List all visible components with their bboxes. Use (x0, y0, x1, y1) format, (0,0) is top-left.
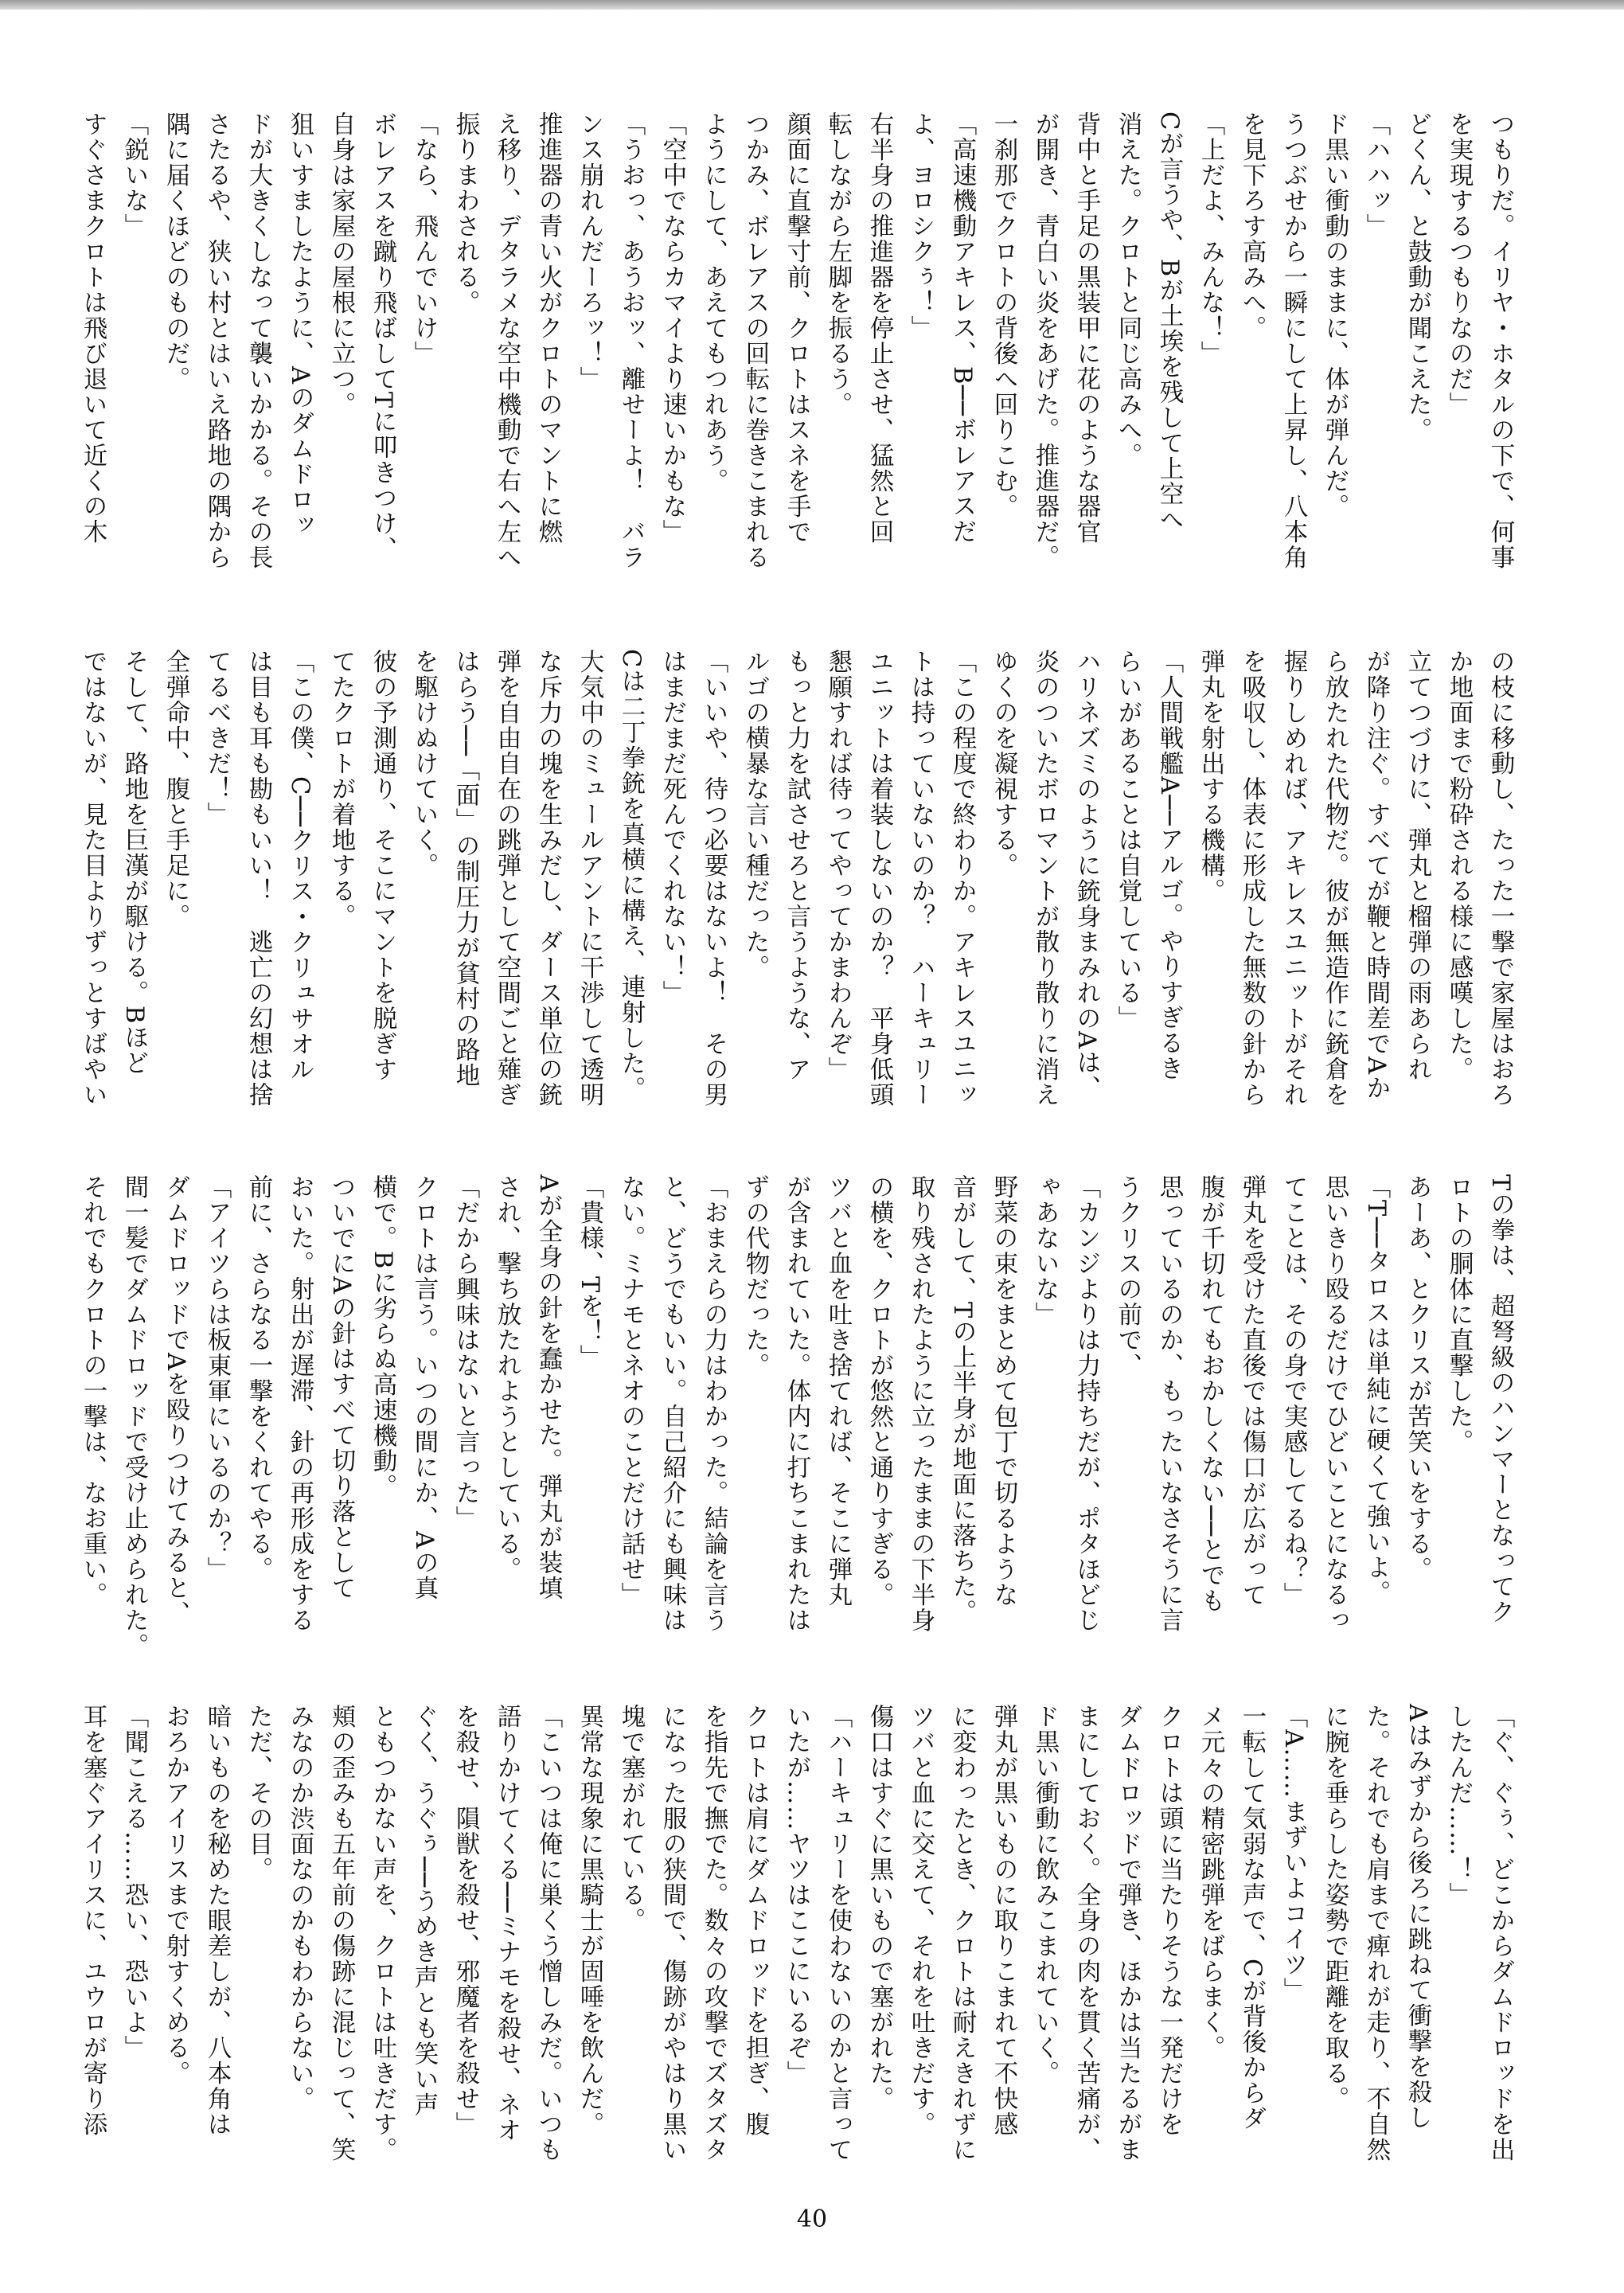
text-line: ルゴの横暴な言い種だった。 (741, 649, 769, 980)
text-line: 背中と手足の黒装甲に花のような器官 (1072, 111, 1100, 545)
text-line: 間一髪でダムドロッドで受け止められた。 (120, 1174, 148, 1658)
text-line: ツバと血に交えて、それを吐きだす。 (907, 1704, 935, 2137)
text-line: 「おまえらの力はわかった。結論を言う (700, 1174, 728, 1633)
text-line: 「だから興味はないと言った」 (451, 1174, 479, 1531)
text-line: ンス崩れんだーろッ！」 (576, 111, 603, 392)
text-line: ドが大きくしなって襲いかかる。その長 (244, 111, 272, 570)
text-line: 弾丸を射出する機構。 (1197, 649, 1224, 904)
text-line: か地面まで粉砕される様に感嘆した。 (1445, 649, 1473, 1082)
text-line: 弾丸が黒いものに取りこまれて不快感 (990, 1704, 1017, 2137)
text-line: 傷口はすぐに黒いもので塞がれた。 (865, 1704, 893, 2111)
text-line: ハリネズミのように銃身まみれのAは、 (1072, 649, 1100, 1101)
text-line: Aはみずから後ろに跳ねて衝撃を殺し (1403, 1704, 1431, 2131)
text-line: 弾丸を受けた直後では傷口が広がって (1238, 1174, 1266, 1607)
text-line: 「上だよ、みんな！」 (1197, 111, 1224, 366)
text-line: Tの拳は、超弩級のハンマーとなってク (1486, 1174, 1514, 1625)
text-line: うクリスの前で、 (1114, 1174, 1142, 1378)
text-line: 前に、さらなる一撃をくれてやる。 (244, 1174, 272, 1582)
text-line: され、撃ち放たれようとしている。 (493, 1174, 521, 1582)
text-line: 「A……まずいよコイツ」 (1279, 1704, 1307, 2003)
text-line: の枝に移動し、たった一撃で家屋はおろ (1486, 649, 1514, 1107)
text-line: 推進器の青い火がクロトのマントに燃 (534, 111, 562, 545)
text-line: ユニットは着装しないのか？ 平身低頭 (865, 649, 893, 1107)
text-line: はまだまだ死んでくれない！」 (658, 649, 686, 1006)
text-line: 「ハハッ」 (1362, 111, 1390, 239)
text-line: 「アイツらは板東軍にいるのか？」 (203, 1174, 231, 1582)
text-line: ド黒い衝動に飲みこまれていく。 (1031, 1704, 1059, 2086)
text-line: 狙いすましたように、Aのダムドロッ (286, 111, 314, 538)
text-line: 握りしめれば、アキレスユニットがそれ (1279, 649, 1307, 1107)
page-number: 40 (796, 2205, 828, 2233)
text-line: 「人間戦艦A──アルゴ。やりすぎるき (1155, 649, 1183, 1082)
text-line: 「この僕、C──クリス・クリュサオル (286, 649, 314, 1083)
text-line: 取り残されたように立ったままの下半身 (907, 1174, 935, 1633)
text-line: クロトは肩にダムドロッドを担ぎ、腹 (741, 1704, 769, 2137)
text-line: Aが全身の針を蠢かせた。弾丸が装填 (534, 1174, 562, 1601)
text-line: ゆくのを凝視する。 (990, 649, 1017, 878)
text-line: 一転して気弱な声で、Cが背後からダ (1238, 1704, 1266, 2131)
text-line: 「ハーキュリーを使わないのかと言って (824, 1704, 852, 2162)
text-line: 「この程度で終わりか。アキレスユニッ (948, 649, 976, 1107)
text-line: したんだ……！」 (1445, 1704, 1473, 1908)
text-line: みなのか渋面なのかもわからない。 (286, 1704, 314, 2111)
text-column-3 (79, 1174, 1521, 1676)
text-line: 「聞こえる……恐い、恐いよ」 (120, 1704, 148, 2061)
text-column-2 (79, 649, 1521, 1150)
text-line: 「うおっ、あうおッ、離せーよ！ バラ (617, 111, 645, 570)
text-line: てことは、その身で実感してるね？」 (1279, 1174, 1307, 1607)
text-line: 大気中のミュールアントに干渉して透明 (576, 649, 603, 1107)
text-line: の横を、クロトが悠然と通りすぎる。 (865, 1174, 893, 1607)
text-line: 「空中でならカマイより速いかもな」 (658, 111, 686, 545)
text-line: 「T──タロスは単純に硬くて強いよ。 (1362, 1174, 1390, 1606)
text-line: 立てつづけに、弾丸と榴弾の雨あられ (1403, 649, 1431, 1082)
text-line: 塊で塞がれている。 (617, 1704, 645, 1933)
text-column-1 (79, 111, 1521, 613)
text-line: Cは二丁拳銃を真横に構え、連射した。 (617, 649, 645, 1102)
text-line: 語りかけてくる──ミナモを殺せ、ネオ (493, 1704, 521, 2143)
text-line: な斥力の塊を生みだし、ダース単位の銃 (534, 649, 562, 1107)
text-line: クロトは言う。いつの間にか、Aの真 (410, 1174, 438, 1601)
text-line: メ元々の精密跳弾をばらまく。 (1197, 1704, 1224, 2061)
text-line: 横で。Bに劣らぬ高速機動。 (369, 1174, 396, 1499)
text-line: 顔面に直撃寸前、クロトはスネを手で (783, 111, 810, 545)
text-line: 腹が千切れてもおかしくない──とでも (1197, 1174, 1224, 1614)
text-line: 「カンジよりは力持ちだが、ポタほどじ (1072, 1174, 1100, 1633)
text-line: 全弾命中、腹と手足に。 (162, 649, 189, 929)
text-line: ただ、その目。 (244, 1704, 272, 1882)
text-line: ロトの胴体に直撃した。 (1445, 1174, 1473, 1455)
text-line: を指先で撫でた。数々の攻撃でズタズタ (700, 1704, 728, 2162)
text-line: ともつかない声を、クロトは吐きだす。 (369, 1704, 396, 2162)
text-line: ら放たれた代物だ。彼が無造作に銃倉を (1321, 649, 1349, 1107)
text-line: と、どうでもいい。自己紹介にも興味は (658, 1174, 686, 1633)
text-line: 「高速機動アキレス、B──ボレアスだ (948, 111, 976, 545)
text-line: ついでにAの針はすべて切り落として (327, 1174, 355, 1601)
text-line: 自身は家屋の屋根に立つ。 (327, 111, 355, 417)
text-line: よ、ヨロシクぅ！」 (907, 111, 935, 341)
text-line: 音がして、Tの上半身が地面に落ちた。 (948, 1174, 976, 1625)
text-line: さたるや、狭い村とはいえ路地の隅から (203, 111, 231, 570)
text-line: ではないが、見た目よりずっとすばやい (79, 649, 107, 1107)
text-line: を駆けぬけていく。 (410, 649, 438, 878)
text-line: を吸収し、体表に形成した無数の針から (1238, 649, 1266, 1107)
text-line: おいた。射出が遅滞、針の再形成をする (286, 1174, 314, 1633)
text-line: 「なら、飛んでいけ」 (410, 111, 438, 366)
text-line: ボレアスを蹴り飛ばしてTに叩きつけ、 (369, 111, 396, 562)
text-line: 振りまわされる。 (451, 111, 479, 315)
text-line: 隅に届くほどのものだ。 (162, 111, 189, 392)
text-line: に変わったとき、クロトは耐えきれずに (948, 1704, 976, 2162)
text-line: ツバと血を吐き捨てれば、そこに弾丸 (824, 1174, 852, 1607)
text-line: に腕を垂らした姿勢で距離を取る。 (1321, 1704, 1349, 2111)
text-line: 懇願すれば待ってやってかまわんぞ」 (824, 649, 852, 1082)
text-line: になった服の狭間で、傷跡がやはり黒い (658, 1704, 686, 2162)
text-line: 転しながら左脚を振るう。 (824, 111, 852, 417)
text-line: つもりだ。イリヤ・ホタルの下で、何事 (1486, 111, 1514, 570)
text-line: が開き、青白い炎をあげた。推進器だ。 (1031, 111, 1059, 570)
text-line: いたが……ヤツはここにいるぞ」 (783, 1704, 810, 2086)
text-line: おろかアイリスまで射すくめる。 (162, 1704, 189, 2086)
text-line: を殺せ、隕獣を殺せ、邪魔者を殺せ」 (451, 1704, 479, 2137)
text-line: ようにして、あえてもつれあう。 (700, 111, 728, 494)
text-line: ダムドロッドで弾き、ほかは当たるがま (1114, 1704, 1142, 2162)
text-line: が降り注ぐ。すべてが鞭と時間差でAか (1362, 649, 1390, 1101)
text-line: 一刹那でクロトの背後へ回りこむ。 (990, 111, 1017, 519)
text-line: トは持っていないのか？ ハーキュリー (907, 649, 935, 1107)
text-line: それでもクロトの一撃は、なお重い。 (79, 1174, 107, 1607)
text-line: 「ぐ、ぐぅ、どこからダムドロッドを出 (1486, 1704, 1514, 2162)
text-line: もっと力を試させろと言うような、ア (783, 649, 810, 1082)
text-column-4 (79, 1704, 1521, 2205)
text-line: 「いいや、待つ必要はないよ！ その男 (700, 649, 728, 1107)
text-line: が含まれていた。体内に打ちこまれたは (783, 1174, 810, 1633)
text-line: 消えた。クロトと同じ高みへ。 (1114, 111, 1142, 468)
text-line: はらう──「面」の制圧力が貧村の路地 (451, 649, 479, 1088)
text-line: クロトは頭に当たりそうな一発だけを (1155, 1704, 1183, 2137)
text-line: どくん、と鼓動が聞こえた。 (1403, 111, 1431, 443)
text-line: ド黒い衝動のままに、体が弾んだ。 (1321, 111, 1349, 519)
text-line: 炎のついたボロマントが散り散りに消え (1031, 649, 1059, 1107)
text-line: 彼の予測通り、そこにマントを脱ぎす (369, 649, 396, 1082)
text-line: え移り、デタラメな空中機動で右へ左へ (493, 111, 521, 570)
text-line: 「貴様、Tを！」 (576, 1174, 603, 1370)
text-line: は目も耳も勘もいい！ 逃亡の幻想は捨 (244, 649, 272, 1107)
text-line: 頬の歪みも五年前の傷跡に混じって、笑 (327, 1704, 355, 2162)
text-line: 暗いものを秘めた眼差しが、八本角は (203, 1704, 231, 2137)
text-line: まにしておく。全身の肉を貫く苦痛が、 (1072, 1704, 1100, 2162)
text-line: た。それでも肩まで痺れが走り、不自然 (1362, 1704, 1390, 2162)
text-line: そして、路地を巨漢が駆ける。Bほど (120, 649, 148, 1076)
text-line: てるべきだ！」 (203, 649, 231, 827)
text-line: 右半身の推進器を停止させ、猛然と回 (865, 111, 893, 545)
text-line: つかみ、ボレアスの回転に巻きこまれる (741, 111, 769, 570)
text-line: 「こいつは俺に巣くう憎しみだ。いつも (534, 1704, 562, 2162)
text-line: てたクロトが着地する。 (327, 649, 355, 929)
text-line: ダムドロッドでAを殴りつけてみると、 (162, 1174, 189, 1627)
text-line: あーあ、とクリスが苦笑いをする。 (1403, 1174, 1431, 1582)
text-line: ずの代物だった。 (741, 1174, 769, 1378)
text-line: Cが言うや、Bが土埃を残して上空へ (1155, 111, 1183, 533)
text-line: 耳を塞ぐアイリスに、ユウロが寄り添 (79, 1704, 107, 2137)
text-line: を見下ろす高みへ。 (1238, 111, 1266, 341)
text-line: ゃあないな」 (1031, 1174, 1059, 1327)
text-line: ない。ミナモとネオのことだけ話せ」 (617, 1174, 645, 1607)
text-line: 「鋭いな」 (120, 111, 148, 239)
text-line: 弾を自由自在の跳弾として空間ごと薙ぎ (493, 649, 521, 1107)
text-line: 野菜の束をまとめて包丁で切るような (990, 1174, 1017, 1607)
text-line: うつぶせから一瞬にして上昇し、八本角 (1279, 111, 1307, 570)
text-line: を実現するつもりなのだ」 (1445, 111, 1473, 417)
text-line: 異常な現象に黒騎士が固唾を飲んだ。 (576, 1704, 603, 2137)
text-line: 思っているのか、もったいなさそうに言 (1155, 1174, 1183, 1633)
text-line: ぐく、うぐぅ──うめき声とも笑い声 (410, 1704, 438, 2118)
text-line: らいがあることは自覚している」 (1114, 649, 1142, 1031)
text-line: 思いきり殴るだけでひどいことになるっ (1321, 1174, 1349, 1633)
text-line: すぐさまクロトは飛び退いて近くの木 (79, 111, 107, 545)
